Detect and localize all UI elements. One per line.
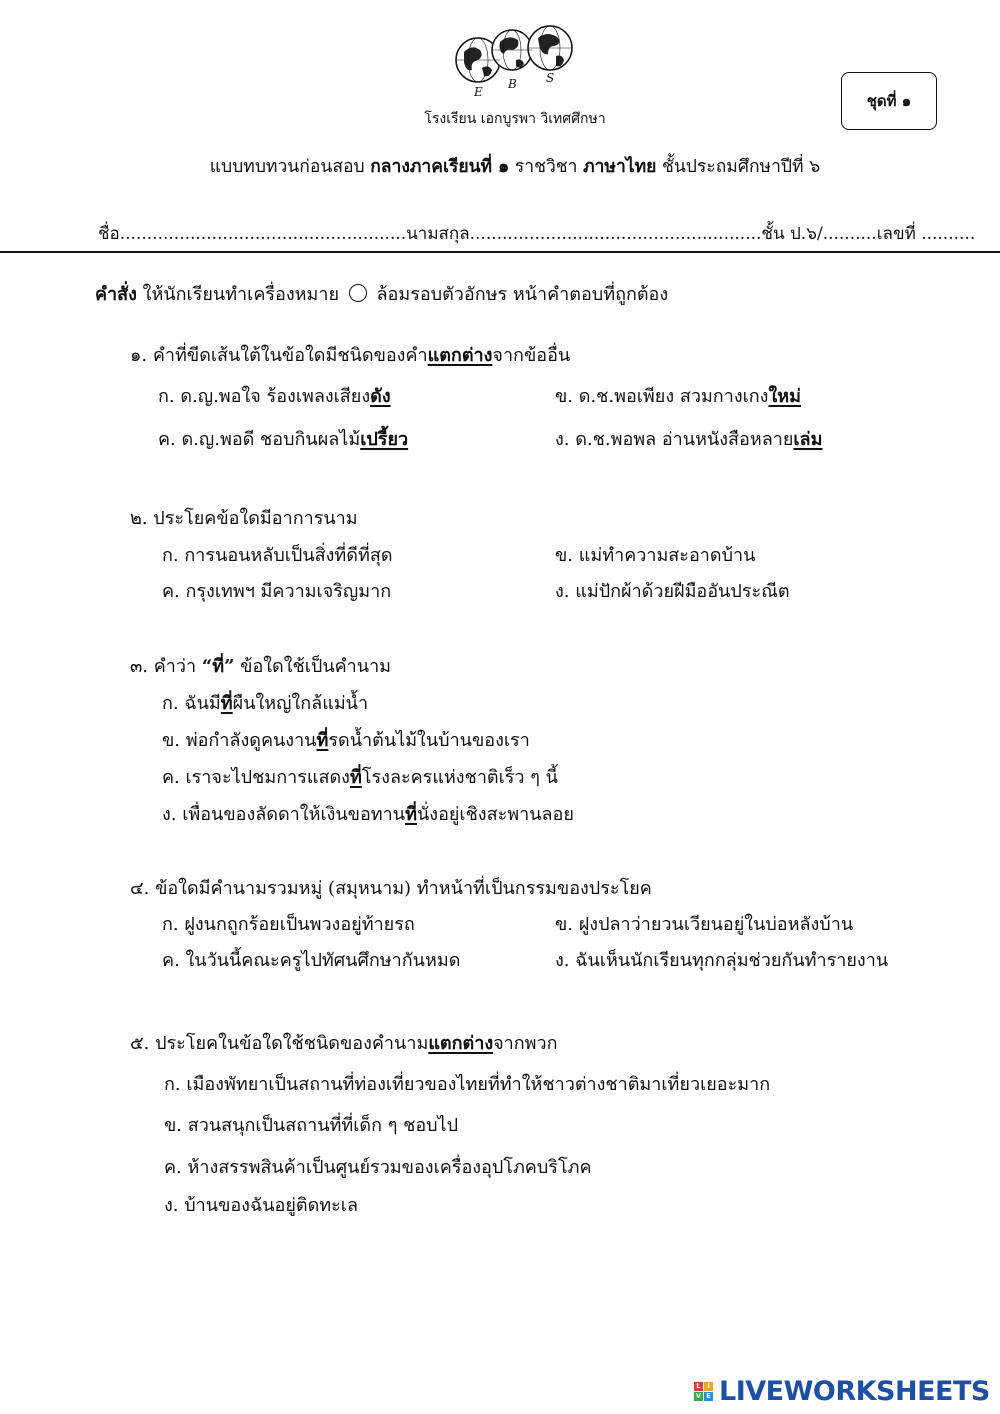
school-logo-globes [450,22,580,104]
question-1-option-c[interactable]: ค. ด.ญ.พอดี ชอบกินผลไม้เปรี้ยว [158,429,409,450]
question-5-option-c[interactable]: ค. ห้างสรรพสินค้าเป็นศูนย์รวมของเครื่องอุปโภคบริโภค [164,1157,592,1178]
question-2-option-b[interactable]: ข. แม่ทำความสะอาดบ้าน [555,545,756,566]
question-3-option-a[interactable]: ก. ฉันมีที่ผืนใหญ่ใกล้แม่น้ำ [162,693,369,714]
question-5-option-d[interactable]: ง. บ้านของฉันอยู่ติดทะเล [164,1195,358,1216]
set-number-box [841,72,937,130]
question-3-option-c[interactable]: ค. เราจะไปชมการแสดงที่โรงละครแห่งชาติเร็ว ๆ นี้ [162,767,558,788]
question-4-option-c[interactable]: ค. ในวันนี้คณะครูไปทัศนศึกษากันหมด [162,950,461,971]
question-4-stem: ๔. ข้อใดมีคำนามรวมหมู่ (สมุหนาม) ทำหน้าที่เป็นกรรมของประโยค [130,878,652,899]
header-divider [0,251,1000,253]
question-4-option-b[interactable]: ข. ฝูงปลาว่ายวนเวียนอยู่ในบ่อหลังบ้าน [555,914,854,935]
liveworksheets-wordmark: LIVEWORKSHEETS [719,1376,990,1407]
question-2-option-d[interactable]: ง. แม่ปักผ้าด้วยฝีมืออันประณีต [555,581,790,602]
question-1-stem: ๑. คำที่ขีดเส้นใต้ในข้อใดมีชนิดของคำแตกต่างจากข้ออื่น [130,345,571,366]
liveworksheets-logo-icon: L I V E [694,1382,713,1401]
logo-letter-s: S [546,71,555,85]
instruction: คำสั่ง ให้นักเรียนทำเครื่องหมาย ล้อมรอบตัวอักษร หน้าคำตอบที่ถูกต้อง [95,284,669,305]
question-2-option-a[interactable]: ก. การนอนหลับเป็นสิ่งที่ดีที่สุด [162,545,393,566]
logo-letter-e: E [474,85,483,99]
question-1-option-b[interactable]: ข. ด.ช.พอเพียง สวมกางเกงใหม่ [555,386,801,407]
question-3-option-b[interactable]: ข. พ่อกำลังดูคนงานที่รดน้ำต้นไม้ในบ้านของเรา [162,730,530,751]
set-number-label: ชุดที่ ๑ [866,92,912,110]
question-4-option-a[interactable]: ก. ฝูงนกถูกร้อยเป็นพวงอยู่ท้ายรถ [162,914,415,935]
question-3-stem: ๓. คำว่า “ที่” ข้อใดใช้เป็นคำนาม [130,656,392,677]
question-5-option-a[interactable]: ก. เมืองพัทยาเป็นสถานที่ท่องเที่ยวของไทยที่ทำให้ชาวต่างชาติมาเที่ยวเยอะมาก [164,1074,771,1095]
logo-letter-b: B [508,77,517,91]
liveworksheets-brand[interactable] [694,1376,990,1407]
question-2-option-c[interactable]: ค. กรุงเทพฯ มีความเจริญมาก [162,581,392,602]
student-name-line[interactable]: ชื่อ.....................................................นามสกุล......................................................ชั้น ป.๖/..........เลขที่ .......... [98,224,976,244]
question-2-stem: ๒. ประโยคข้อใดมีอาการนาม [130,508,358,529]
question-5-option-b[interactable]: ข. สวนสนุกเป็นสถานที่ที่เด็ก ๆ ชอบไป [164,1115,459,1136]
question-1-option-a[interactable]: ก. ด.ญ.พอใจ ร้องเพลงเสียงดัง [158,386,391,407]
circle-icon [349,284,367,302]
question-1-option-d[interactable]: ง. ด.ช.พอพล อ่านหนังสือหลายเล่ม [555,429,823,450]
page-title: แบบทบทวนก่อนสอบ กลางภาคเรียนที่ ๑ ราชวิชา ภาษาไทย ชั้นประถมศึกษาปีที่ ๖ [209,157,821,177]
school-name: โรงเรียน เอกบูรพา วิเทศศึกษา [424,111,606,127]
question-4-option-d[interactable]: ง. ฉันเห็นนักเรียนทุกกลุ่มช่วยกันทำรายงาน [555,950,889,971]
question-5-stem: ๕. ประโยคในข้อใดใช้ชนิดของคำนามแตกต่างจากพวก [130,1033,558,1054]
question-3-option-d[interactable]: ง. เพื่อนของลัดดาให้เงินขอทานที่นั่งอยู่เชิงสะพานลอย [162,804,574,825]
